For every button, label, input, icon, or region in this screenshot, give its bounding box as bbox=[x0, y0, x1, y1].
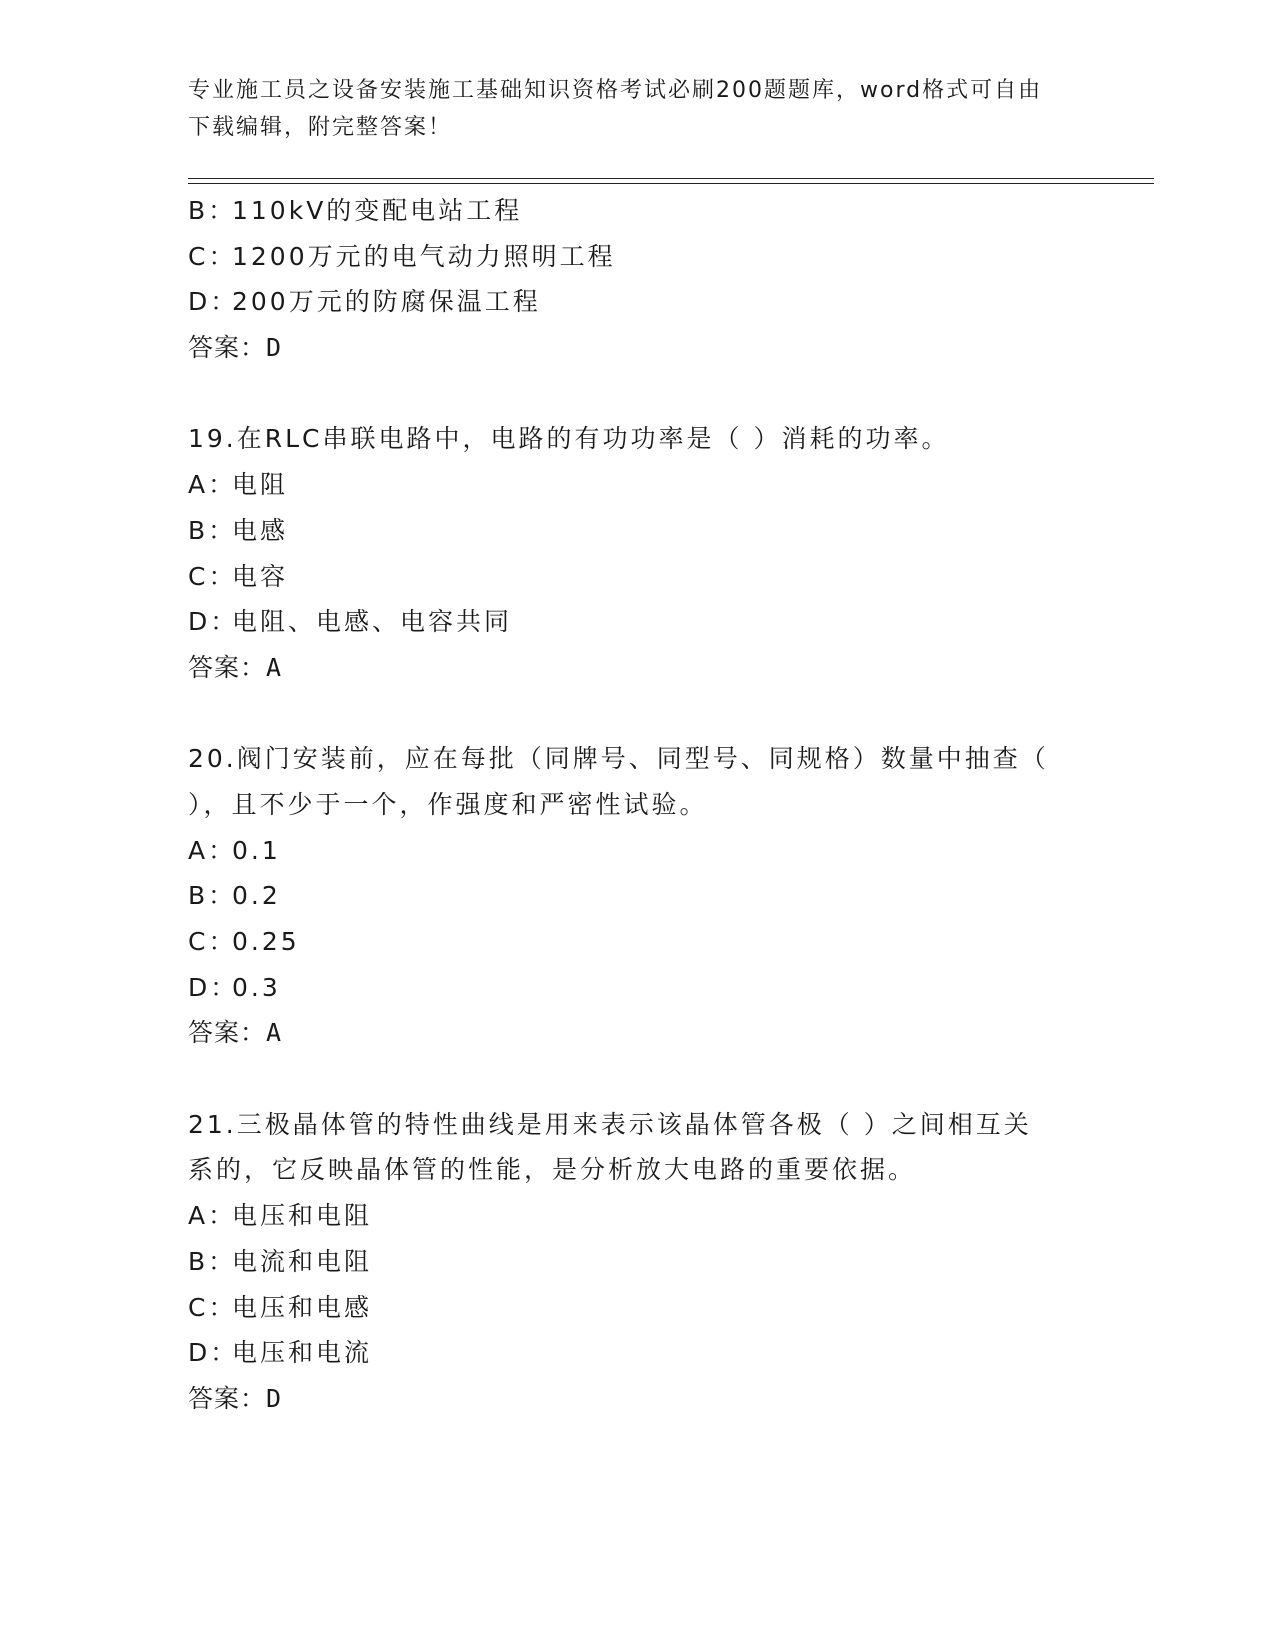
option-a: A：电阻 bbox=[188, 470, 289, 500]
option-b: B：110kV的变配电站工程 bbox=[188, 196, 523, 225]
question-19-block bbox=[188, 416, 1088, 690]
header-divider-bottom bbox=[188, 183, 1154, 184]
header-line-2: 下载编辑，附完整答案！ bbox=[188, 115, 453, 140]
option-d: D：200万元的防腐保温工程 bbox=[188, 287, 541, 317]
option-d: D：电压和电流 bbox=[188, 1338, 373, 1368]
question-21-block bbox=[188, 1102, 1088, 1422]
question-stem-line-1: 20.阀门安装前，应在每批（同牌号、同型号、同规格）数量中抽查（ bbox=[188, 744, 1049, 774]
option-c: C：1200万元的电气动力照明工程 bbox=[188, 241, 616, 271]
question-stem-line-1: 21.三极晶体管的特性曲线是用来表示该晶体管各极（ ）之间相互关 bbox=[188, 1109, 1032, 1139]
question-stem-line-2: 系的，它反映晶体管的性能，是分析放大电路的重要依据。 bbox=[188, 1155, 917, 1185]
option-b: B：电流和电阻 bbox=[188, 1246, 373, 1276]
question-stem: 19.在RLC串联电路中，电路的有功功率是（ ）消耗的功率。 bbox=[188, 424, 950, 454]
question-content bbox=[188, 188, 1088, 1422]
answer-line: 答案：A bbox=[188, 1018, 283, 1048]
option-b: B：0.2 bbox=[188, 881, 281, 911]
option-c: C：电压和电感 bbox=[188, 1292, 373, 1322]
option-c: C：电容 bbox=[188, 561, 289, 591]
answer-line: 答案：D bbox=[188, 1383, 283, 1413]
option-a: A：0.1 bbox=[188, 835, 281, 865]
document-header bbox=[188, 72, 1068, 146]
question-stem-line-2: ），且不少于一个，作强度和严密性试验。 bbox=[188, 789, 708, 819]
option-c: C：0.25 bbox=[188, 927, 300, 956]
header-divider-top bbox=[188, 178, 1154, 179]
option-a: A：电压和电阻 bbox=[188, 1201, 373, 1231]
question-20-block bbox=[188, 736, 1088, 1056]
header-line-1: 专业施工员之设备安装施工基础知识资格考试必刷200题题库，word格式可自由 bbox=[188, 78, 1043, 103]
option-b: B：电感 bbox=[188, 515, 289, 545]
option-d: D：电阻、电感、电容共同 bbox=[188, 607, 513, 637]
question-18-block bbox=[188, 188, 1088, 371]
answer-line: 答案：A bbox=[188, 652, 283, 682]
answer-line: 答案：D bbox=[188, 333, 283, 363]
option-d: D：0.3 bbox=[188, 972, 281, 1002]
